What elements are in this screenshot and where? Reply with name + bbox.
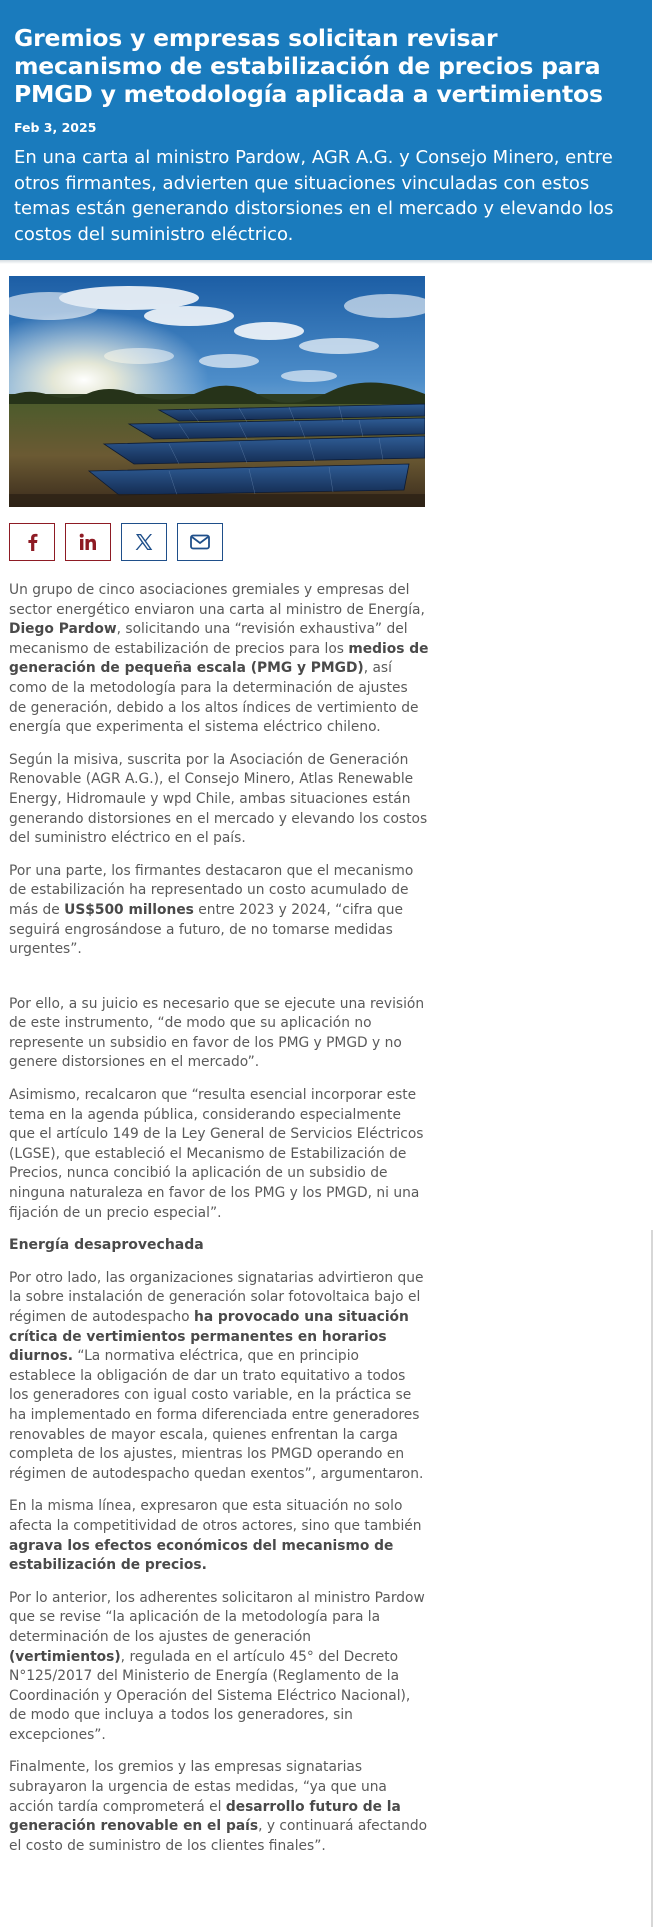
share-linkedin-button[interactable] [65,523,111,561]
paragraph-3: Por una parte, los firmantes destacaron que el mecanismo de estabilización ha representado un costo acumulado de más de US$500 millones entre 2023 y 2024, “cifra que seguirá engrosándose a futuro, de no tomarse medidas urgentes”. [9,862,414,958]
paragraph-6: Por otro lado, las organizaciones signatarias advirtieron que la sobre instalación de generación solar fotovoltaica bajo el régimen de autodespacho ha provocado una situación crítica de vertimientos permanentes en horarios diurnos. “La normativa eléctrica, que en principio establece la obligación de dar un trato equitativo a todos los generadores con igual costo variable, en la práctica se ha implementado en forma diferenciada entre generadores renovables de mayor escala, quienes enfrentan la carga completa de los ajustes, mientras los PMGD operando en régimen de autodespacho quedan exentos”, argumentaron. [9,1269,424,1482]
article-header [0,0,652,260]
facebook-icon [25,533,39,551]
page-edge-divider [651,1230,653,1927]
solar-farm-image [9,276,425,507]
paragraph-7: En la misma línea, expresaron que esta situación no solo afecta la competitividad de otros actores, sino que también agrava los efectos económicos del mecanismo de estabilización de precios. [9,1498,422,1574]
paragraph-8: Por lo anterior, los adherentes solicitaron al ministro Pardow que se revise “la aplicación de la metodología para la determinación de los ajustes de generación (vertimientos), regulada en el artículo 45° del Decreto N°125/2017 del Ministerio de Energía (Reglamento de la Coordinación y Operación del Sistema Eléctrico Nacional), de modo que incluya a todos los generadores, sin excepciones”. [9,1589,425,1743]
section-subheading: Energía desaprovechada [9,1237,204,1254]
paragraph-4: Por ello, a su juicio es necesario que se ejecute una revisión de este instrumento, “de modo que su aplicación no represente un subsidio en favor de los PMG y PMGD y no genere distorsiones en el mercado”. [9,995,425,1071]
paragraph-9: Finalmente, los gremios y las empresas signatarias subrayaron la urgencia de estas medidas, “ya que una acción tardía comprometerá el desarrollo futuro de la generación renovable en el país, y continuará afectando el costo de suministro de los clientes finales”. [9,1759,428,1854]
publish-date: Feb 3, 2025 [14,120,97,135]
share-x-button[interactable] [121,523,167,561]
paragraph-1: Un grupo de cinco asociaciones gremiales y empresas del sector energético enviaron una carta al ministro de Energía, Diego Pardow, solicitando una “revisión exhaustiva” del mecanismo de estabilización de precios para los medios de generación de pequeña escala (PMG y PMGD), así como de la metodología para la determinación de ajustes de generación, debido a los altos índices de vertimiento de energía que experimenta el sistema eléctrico chileno. [9,582,429,736]
paragraph-5: Asimismo, recalcaron que “resulta esencial incorporar este tema en la agenda pública, considerando especialmente que el artículo 149 de la Ley General de Servicios Eléctricos (LGSE), que estableció el Mecanismo de Estabilización de Precios, nunca concibió la aplicación de un subsidio de ninguna naturaleza en favor de los PMG y los PMGD, ni una fijación de un precio especial”. [9,1087,424,1221]
share-bar [9,523,223,561]
linkedin-icon [79,533,97,551]
headline: Gremios y empresas solicitan revisar mecanismo de estabilización de precios para PMGD y metodología aplicada a vertimientos [14,24,603,108]
paragraph-2: Según la misiva, suscrita por la Asociación de Generación Renovable (AGR A.G.), el Consejo Minero, Atlas Renewable Energy, Hidromaule y wpd Chile, ambas situaciones están generando distorsiones en el mercado y elevando los costos del suministro eléctrico en el país. [9,751,428,847]
x-icon [135,533,153,551]
share-email-button[interactable] [177,523,223,561]
article-summary: En una carta al ministro Pardow, AGR A.G. y Consejo Minero, entre otros firmantes, advierten que situaciones vinculadas con estos temas están generando distorsiones en el mercado y elevando los costos del suministro eléctrico. [14,147,614,245]
share-facebook-button[interactable] [9,523,55,561]
header-shadow [0,260,652,264]
envelope-icon [190,534,210,550]
article-photo [9,276,425,507]
article-body [9,581,429,1869]
